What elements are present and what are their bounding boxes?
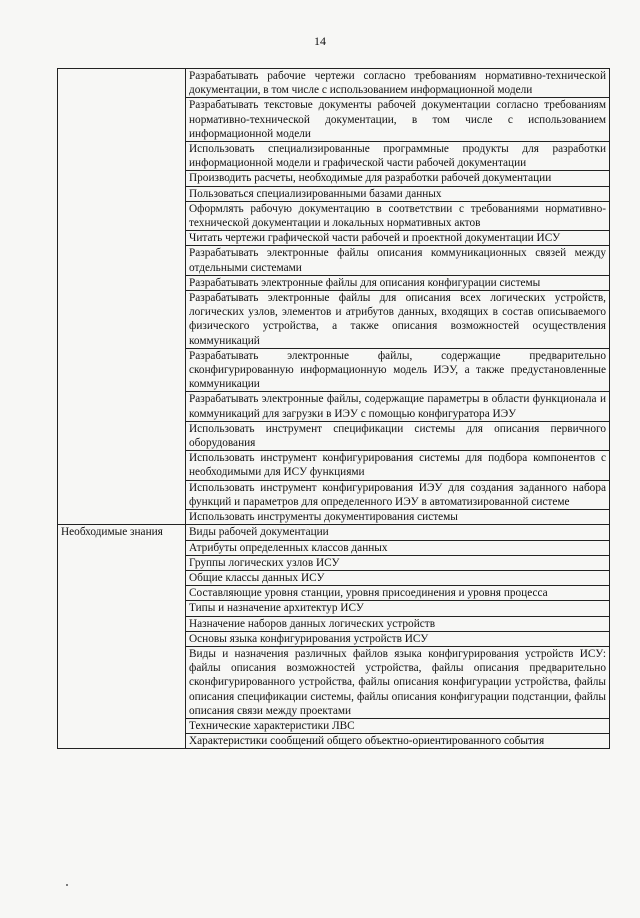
table-cell: Разрабатывать текстовые документы рабочей документации согласно требованиям нормативно-технической документации, в том числе с использованием информационной модели [186, 98, 610, 142]
section-label: Необходимые знания [58, 525, 186, 749]
table-cell: Группы логических узлов ИСУ [186, 555, 610, 570]
table-cell: Использовать специализированные программные продукты для разработки информационной модели и графической части рабочей документации [186, 142, 610, 171]
table-cell: Производить расчеты, необходимые для разработки рабочей документации [186, 171, 610, 186]
table-cell: Общие классы данных ИСУ [186, 570, 610, 585]
table-cell: Технические характеристики ЛВС [186, 718, 610, 733]
section-label [58, 69, 186, 525]
table-cell: Читать чертежи графической части рабочей и проектной документации ИСУ [186, 231, 610, 246]
table-cell: Разрабатывать электронные файлы для описания конфигурации системы [186, 275, 610, 290]
scan-speck [66, 884, 68, 886]
table-cell: Использовать инструмент конфигурирования системы для подбора компонентов с необходимыми для ИСУ функциями [186, 451, 610, 480]
table-row [58, 525, 610, 540]
table-cell: Составляющие уровня станции, уровня присоединения и уровня процесса [186, 586, 610, 601]
competency-table [57, 68, 610, 749]
table-cell: Использовать инструменты документирования системы [186, 510, 610, 525]
table-cell: Назначение наборов данных логических устройств [186, 616, 610, 631]
table-cell: Разрабатывать электронные файлы, содержащие предварительно сконфигурированную информационную модель ИЭУ, а также предустановленные коммуникации [186, 348, 610, 392]
table-cell: Использовать инструмент конфигурирования ИЭУ для создания заданного набора функций и параметров для определенного ИЭУ в автоматизированной системе [186, 480, 610, 509]
table-cell: Разрабатывать электронные файлы, содержащие параметры в области функционала и коммуникаций для загрузки в ИЭУ с помощью конфигуратора ИЭУ [186, 392, 610, 421]
table-cell: Использовать инструмент спецификации системы для описания первичного оборудования [186, 421, 610, 450]
table-cell: Оформлять рабочую документацию в соответствии с требованиями нормативно-технической документации и локальных нормативных актов [186, 201, 610, 230]
table-cell: Разрабатывать рабочие чертежи согласно требованиям нормативно-технической документации, в том числе с использованием информационной модели [186, 69, 610, 98]
table-cell: Виды и назначения различных файлов языка конфигурирования устройств ИСУ: файлы описания возможностей устройства, файлы описания предварительно сконфигурированного устройства, файлы описания конфигурации устройства, файлы описания спецификации системы, файлы описания конфигурации подстанции, файлы описания связи между проектами [186, 646, 610, 718]
table-cell: Атрибуты определенных классов данных [186, 540, 610, 555]
table-cell: Типы и назначение архитектур ИСУ [186, 601, 610, 616]
table-cell: Виды рабочей документации [186, 525, 610, 540]
table-cell: Разрабатывать электронные файлы для описания всех логических устройств, логических узлов, элементов и атрибутов данных, входящих в состав описываемого физического устройства, а также описания возможностей осуществления коммуникаций [186, 291, 610, 349]
table-row [58, 69, 610, 98]
page-number: 14 [314, 34, 326, 48]
table-cell: Разрабатывать электронные файлы описания коммуникационных связей между отдельными системами [186, 246, 610, 275]
table-cell: Характеристики сообщений общего объектно-ориентированного события [186, 734, 610, 749]
table-cell: Основы языка конфигурирования устройств ИСУ [186, 631, 610, 646]
table-cell: Пользоваться специализированными базами данных [186, 186, 610, 201]
